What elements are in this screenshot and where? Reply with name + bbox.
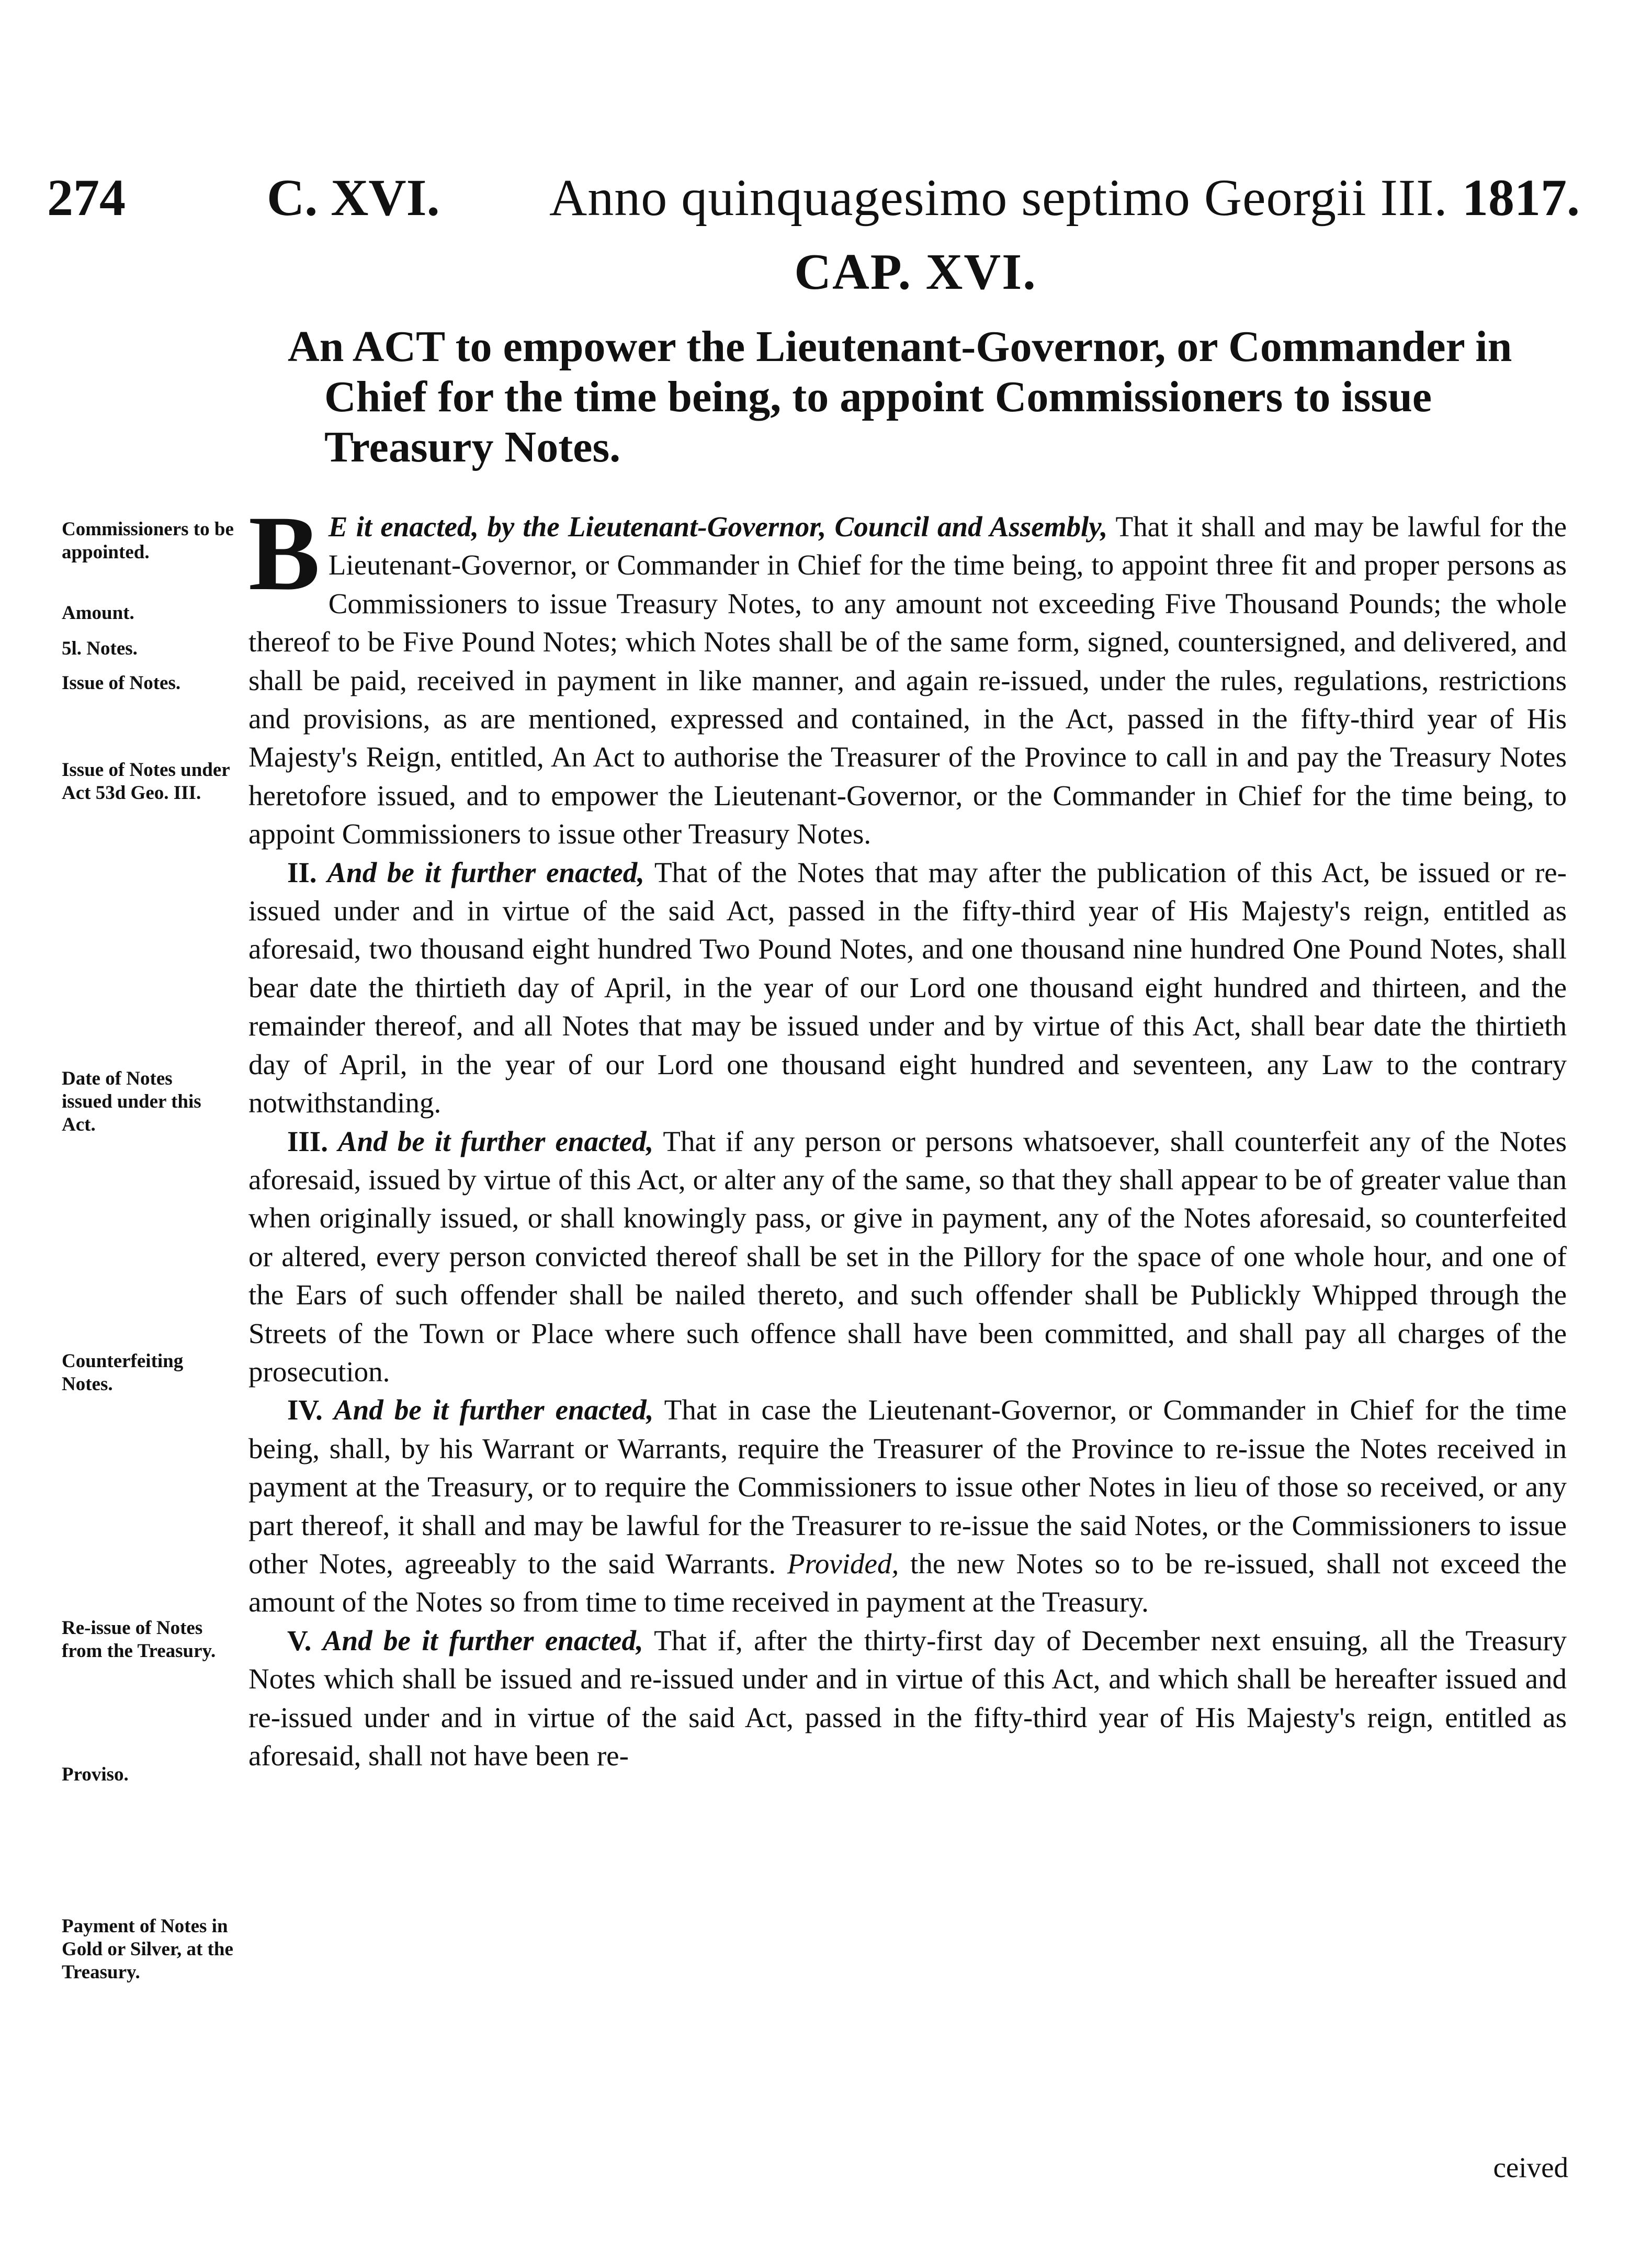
section-number: III.: [287, 1125, 328, 1157]
section-number: V.: [287, 1624, 312, 1656]
page-number: 274: [47, 168, 126, 227]
section-text: That if any person or persons whatsoever, shall counterfeit any of the Notes aforesaid, issued by virtue of this Act, or alter any of the same, so that they shall appear to be of greater value than when originally issued, or shall knowingly pass, or give in payment, any of the Notes aforesaid, so counterfeited or altered, every person convicted thereof shall be set in the Pillory for the space of one whole hour, and one of the Ears of such offender shall be nailed thereto, and such offender shall be Publickly Whipped through the Streets of the Town or Place where such offence shall have been committed, and shall pay all charges of the prosecution.: [248, 1125, 1567, 1388]
margin-note-counterfeiting: Counterfeiting Notes.: [62, 1350, 184, 1395]
section-lead-in: And be it further enacted,: [333, 1394, 654, 1426]
margin-note-issue-under-act: Issue of Notes under Act 53d Geo. III.: [62, 759, 230, 804]
margin-note-payment-gold-silver: Payment of Notes in Gold or Silver, at the Treasury.: [62, 1915, 233, 1983]
section-text: That of the Notes that may after the publication of this Act, be issued or re-issued under and in virtue of the said Act, passed in the fifty-third year of His Majesty's reign, entitled as aforesaid, two thousand eight hundred Two Pound Notes, and one thousand nine hundred One Pound Notes, shall bear date the thirtieth day of April, in the year of our Lord one thousand eight hundred and thirteen, and the remainder thereof, and all Notes that may be issued under and by virtue of this Act, shall bear date the thirtieth day of April, in the year of our Lord one thousand eight hundred and seventeen, any Law to the contrary notwithstanding.: [248, 856, 1567, 1119]
section-number: II.: [287, 856, 317, 888]
section-text: That if, after the thirty-first day of December next ensuing, all the Treasury Notes which shall be issued and re-issued under and in virtue of this Act, and which shall be hereafter issued and re-issued under and in virtue of the said Act, passed in the fifty-third year of His Majesty's reign, entitled as aforesaid, shall not have been re-: [248, 1624, 1567, 1772]
section-4: [248, 1391, 1567, 1621]
margin-note-proviso: Proviso.: [62, 1764, 129, 1785]
section-lead-in: And be it further enacted,: [327, 856, 644, 888]
section-text: That in case the Lieutenant-Governor, or Commander in Chief for the time being, shall, by his Warrant or Warrants, require the Treasurer of the Province to re-issue the Notes received in payment at the Treasury, or to require the Commissioners to issue other Notes in lieu of those so received, or any part thereof, it shall and may be lawful for the Treasurer to re-issue the said Notes, or the Commissioners to issue other Notes, agreeably to the said Warrants.: [248, 1394, 1567, 1580]
margin-note-date-of-notes: Date of Notes issued under this Act.: [62, 1068, 201, 1135]
margin-note-five-pound-notes: 5l. Notes.: [62, 638, 138, 659]
regnal-year: Anno quinquagesimo septimo Georgii III.: [549, 168, 1448, 227]
proviso-word: Provided,: [787, 1547, 899, 1580]
margin-note-commissioners: Commissioners to be appointed.: [62, 519, 234, 563]
chapter-reference: C. XVI.: [267, 168, 440, 227]
catchword: ceived: [1493, 2151, 1568, 2183]
section-lead-in: And be it further enacted,: [338, 1125, 654, 1157]
section-3: [248, 1122, 1567, 1391]
section-5: [248, 1621, 1567, 1775]
section-2: [248, 853, 1567, 1122]
calendar-year: 1817.: [1462, 168, 1580, 227]
section-lead-in: And be it further enacted,: [322, 1624, 643, 1656]
chapter-heading: CAP. XVI.: [794, 244, 1037, 300]
act-title: An ACT to empower the Lieutenant-Governor, or Commander in Chief for the time being, to appoint Commissioners to issue Treasury Notes.: [288, 322, 1512, 471]
margin-note-re-issue: Re-issue of Notes from the Treasury.: [62, 1617, 216, 1662]
margin-note-amount: Amount.: [62, 602, 134, 624]
section-number: IV.: [287, 1394, 323, 1426]
margin-note-issue-of-notes: Issue of Notes.: [62, 672, 181, 694]
section-text: That it shall and may be lawful for the Lieutenant-Governor, or Commander in Chief for the time being, to appoint three fit and proper persons as Commissioners to issue Treasury Notes, to any amount not exceeding Five Thousand Pounds; the whole thereof to be Five Pound Notes; which Notes shall be of the same form, signed, countersigned, and delivered, and shall be paid, received in payment in like manner, and again re-issued, under the rules, regulations, restrictions and provisions, as are mentioned, expressed and contained, in the Act, passed in the fifty-third year of His Majesty's Reign, entitled, An Act to authorise the Treasurer of the Province to call in and pay the Treasury Notes heretofore issued, and to empower the Lieutenant-Governor, or the Commander in Chief for the time being, to appoint Commissioners to issue other Treasury Notes.: [248, 511, 1567, 850]
enacting-clause: E it enacted, by the Lieutenant-Governor, Council and Assembly,: [328, 511, 1108, 543]
section-text-continued: the new Notes so to be re-issued, shall not exceed the amount of the Notes so from time to time received in payment at the Treasury.: [248, 1547, 1567, 1618]
section-1: [248, 494, 1567, 853]
drop-cap: B: [248, 494, 320, 613]
act-body: [248, 494, 1567, 1775]
running-head: [47, 166, 1580, 229]
